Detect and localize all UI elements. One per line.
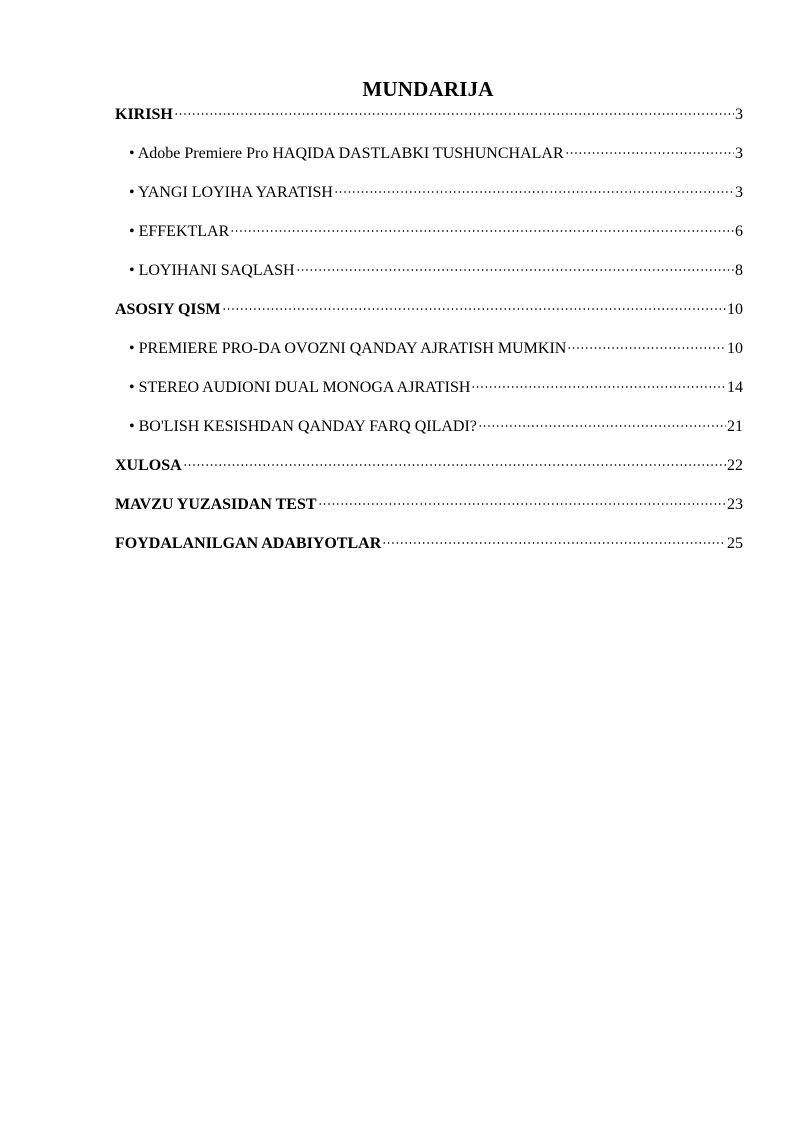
toc-entry-page-number: 3: [735, 106, 743, 123]
dot-leader: [296, 269, 734, 271]
dot-leader: [334, 191, 734, 193]
toc-title: MUNDARIJA: [362, 77, 494, 101]
dot-leader: [230, 230, 734, 232]
toc-entry-page-number: 8: [735, 262, 743, 279]
toc-entry-label: MAVZU YUZASIDAN TEST: [115, 496, 317, 513]
toc-entry-kirish[interactable]: [115, 104, 743, 143]
toc-entry-conclusion[interactable]: [115, 455, 743, 494]
toc-entry-references[interactable]: [115, 533, 743, 572]
toc-entry-effects[interactable]: [115, 221, 743, 260]
toc-entry-label: • STEREO AUDIONI DUAL MONOGA AJRATISH: [129, 379, 471, 396]
dot-leader: [471, 386, 726, 388]
toc-entry-premiere-basics[interactable]: [115, 143, 743, 182]
toc-entry-main-part[interactable]: [115, 299, 743, 338]
dot-leader: [174, 113, 734, 115]
toc-entry-stereo-to-dual-mono[interactable]: [115, 377, 743, 416]
dot-leader: [478, 425, 726, 427]
dot-leader: [318, 503, 726, 505]
toc-entry-topic-test[interactable]: [115, 494, 743, 533]
toc-entry-label: • LOYIHANI SAQLASH: [129, 262, 295, 279]
toc-entry-page-number: 6: [735, 223, 743, 240]
toc-entry-label: XULOSA: [115, 457, 182, 474]
toc-entry-page-number: 25: [727, 535, 743, 552]
toc-entry-label: • YANGI LOYIHA YARATISH: [129, 184, 333, 201]
toc-entry-page-number: 14: [727, 379, 743, 396]
toc-entry-page-number: 23: [727, 496, 743, 513]
toc-entry-page-number: 3: [735, 184, 743, 201]
toc-entry-new-project[interactable]: [115, 182, 743, 221]
toc-entry-label: • EFFEKTLAR: [129, 223, 230, 240]
toc-entry-page-number: 21: [727, 418, 743, 435]
toc-entry-label: • BO'LISH KESISHDAN QANDAY FARQ QILADI?: [129, 418, 477, 435]
toc-entry-page-number: 10: [727, 340, 743, 357]
toc-entry-label: • PREMIERE PRO-DA OVOZNI QANDAY AJRATISH MUMKIN: [129, 340, 567, 357]
toc-entry-page-number: 22: [727, 457, 743, 474]
toc-entry-label: KIRISH: [115, 106, 173, 123]
table-of-contents: [115, 104, 743, 572]
dot-leader: [567, 347, 726, 349]
toc-entry-separate-audio[interactable]: [115, 338, 743, 377]
toc-entry-split-vs-cut[interactable]: [115, 416, 743, 455]
toc-entry-page-number: 10: [727, 301, 743, 318]
dot-leader: [565, 152, 734, 154]
toc-entry-label: ASOSIY QISM: [115, 301, 221, 318]
dot-leader: [382, 542, 726, 544]
toc-entry-page-number: 3: [735, 145, 743, 162]
dot-leader: [222, 308, 726, 310]
toc-entry-label: FOYDALANILGAN ADABIYOTLAR: [115, 535, 382, 552]
toc-entry-save-project[interactable]: [115, 260, 743, 299]
toc-entry-label: • Adobe Premiere Pro HAQIDA DASTLABKI TUSHUNCHALAR: [129, 145, 564, 162]
dot-leader: [183, 464, 726, 466]
